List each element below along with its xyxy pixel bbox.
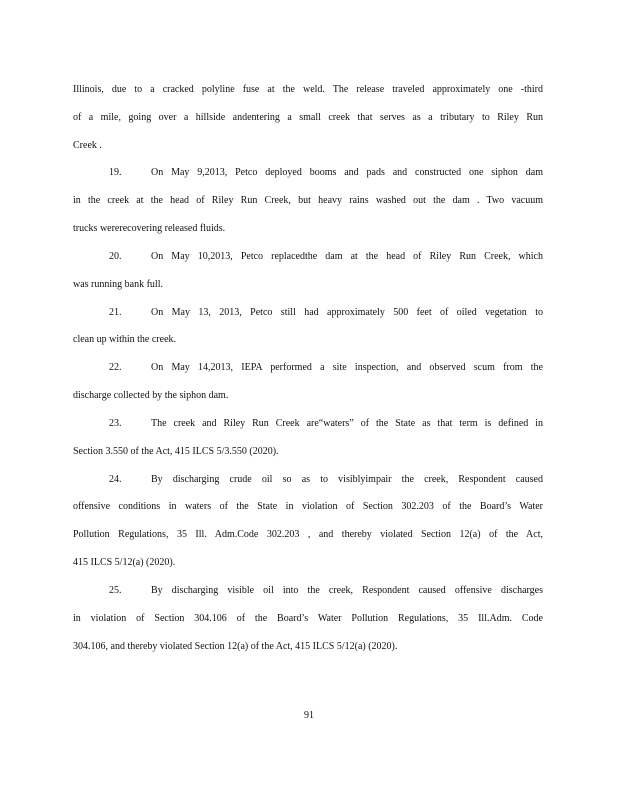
text-line: 304.106, and thereby violated Section 12(a) of the Act, 415 ILCS 5/12(a) (2020).	[73, 641, 398, 652]
paragraph-number: 24.	[109, 474, 122, 485]
text-line: in the creek at the head of Riley Run Creek, but heavy rains washed out the dam . Two vacuum	[73, 195, 543, 206]
text-line: of a mile, going over a hillside andentering a small creek that serves as a tributary to Riley Run	[73, 112, 543, 123]
paragraph-number: 22.	[109, 362, 122, 373]
text-line: Illinois, due to a cracked polyline fuse at the weld. The release traveled approximately one -third	[73, 84, 543, 95]
text-line: offensive conditions in waters of the State in violation of Section 302.203 of the Board’s Water	[73, 501, 543, 512]
text-line: By discharging crude oil so as to visiblyimpair the creek, Respondent caused	[151, 474, 543, 485]
text-line: On May 10,2013, Petco replacedthe dam at the head of Riley Run Creek, which	[151, 251, 543, 262]
text-line: By discharging visible oil into the creek, Respondent caused offensive discharges	[151, 585, 543, 596]
text-line: On May 14,2013, IEPA performed a site inspection, and observed scum from the	[151, 362, 543, 373]
text-line: Section 3.550 of the Act, 415 ILCS 5/3.550 (2020).	[73, 446, 279, 457]
paragraph-number: 20.	[109, 251, 122, 262]
text-line: clean up within the creek.	[73, 334, 177, 345]
paragraph-number: 21.	[109, 307, 122, 318]
text-line: 415 ILCS 5/12(a) (2020).	[73, 557, 176, 568]
text-line: On May 13, 2013, Petco still had approximately 500 feet of oiled vegetation to	[151, 307, 543, 318]
paragraph-number: 23.	[109, 418, 122, 429]
text-line: in violation of Section 304.106 of the Board’s Water Pollution Regulations, 35 Ill.Adm. Code	[73, 613, 543, 624]
paragraph-number: 25.	[109, 585, 122, 596]
page-number: 91	[304, 710, 314, 721]
text-line: Creek .	[73, 140, 102, 151]
paragraph-number: 19.	[109, 167, 122, 178]
text-line: On May 9,2013, Petco deployed booms and pads and constructed one siphon dam	[151, 167, 543, 178]
text-line: Pollution Regulations, 35 Ill. Adm.Code 302.203 , and thereby violated Section 12(a) of the Act,	[73, 529, 543, 540]
text-line: trucks wererecovering released fluids.	[73, 223, 226, 234]
text-line: discharge collected by the siphon dam.	[73, 390, 229, 401]
text-line: was running bank full.	[73, 279, 163, 290]
text-line: The creek and Riley Run Creek are“waters” of the State as that term is defined in	[151, 418, 543, 429]
